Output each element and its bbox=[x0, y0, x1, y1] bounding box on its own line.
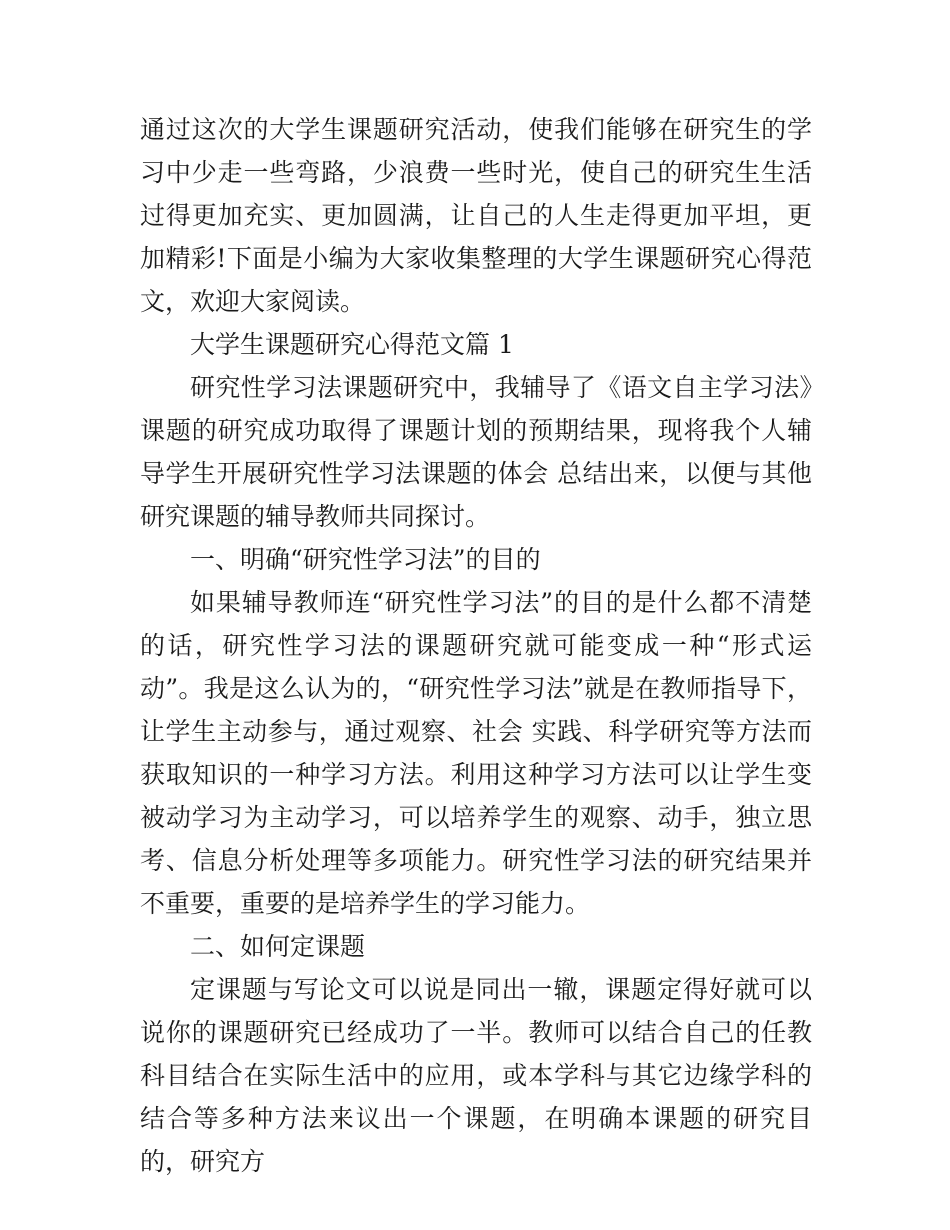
body-paragraph-3: 定课题与写论文可以说是同出一辙，课题定得好就可以说你的课题研究已经成功了一半。教师可以结合自己的任教科目结合在实际生活中的应用，或本学科与其它边缘学科的结合等多种方法来议出一个课题，在明确本课题的研究目的，研究方 bbox=[140, 975, 812, 1176]
section-heading-2: 二、如何定课题 bbox=[190, 932, 366, 961]
body-paragraph-1: 研究性学习法课题研究中，我辅导了《语文自主学习法》课题的研究成功取得了课题计划的预期结果，现将我个人辅导学生开展研究性学习法课题的体会 总结出来，以便与其他研究课题的辅导教师共同探讨。 bbox=[140, 373, 812, 531]
essay-title: 大学生课题研究心得范文篇 1 bbox=[190, 330, 514, 359]
body-paragraph-2: 如果辅导教师连“研究性学习法”的目的是什么都不清楚的话，研究性学习法的课题研究就可能变成一种“形式运动”。我是这么认为的，“研究性学习法”就是在教师指导下，让学生主动参与，通过观察、社会 实践、科学研究等方法而获取知识的一种学习方法。利用这种学习方法可以让学生变被动学习为主动学习，可以培养学生的观察、动手，独立思考、信息分析处理等多项能力。研究性学习法的研究结果并不重要，重要的是培养学生的学习能力。 bbox=[140, 588, 812, 918]
intro-paragraph: 通过这次的大学生课题研究活动，使我们能够在研究生的学习中少走一些弯路，少浪费一些时光，使自己的研究生生活过得更加充实、更加圆满，让自己的人生走得更加平坦，更加精彩!下面是小编为大家收集整理的大学生课题研究心得范文，欢迎大家阅读。 bbox=[140, 115, 812, 316]
document-body bbox=[140, 108, 812, 1183]
section-heading-1: 一、明确“研究性学习法”的目的 bbox=[190, 545, 541, 574]
